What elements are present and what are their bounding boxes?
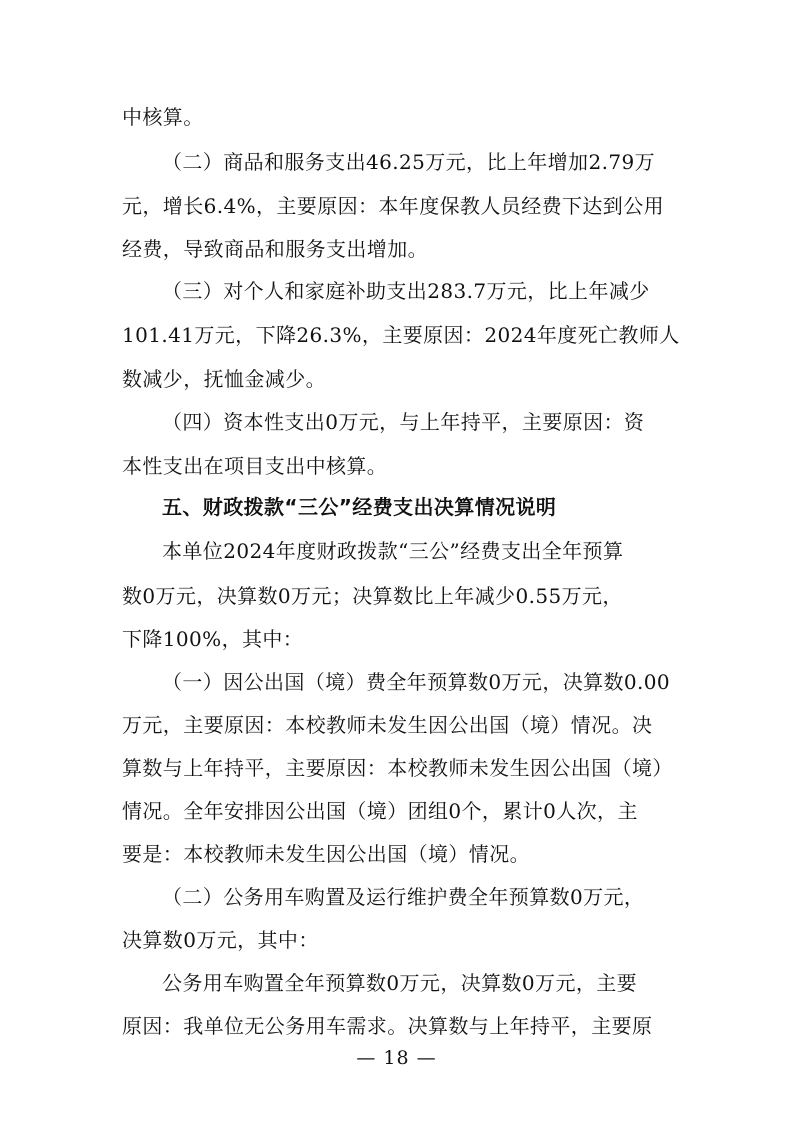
text-line-14: （一）因公出国（境）费全年预算数0万元，决算数0.00 [162,670,671,694]
text-line-5: （三）对个人和家庭补助支出283.7万元，比上年减少 [162,279,650,303]
text-line-1: 中核算。 [122,105,204,129]
text-line-11: 本单位2024年度财政拨款“三公”经费支出全年预算 [162,539,624,563]
text-line-15: 万元，主要原因：本校教师未发生因公出国（境）情况。决 [122,713,653,737]
text-line-4: 经费，导致商品和服务支出增加。 [122,237,428,261]
text-line-20: 决算数0万元，其中： [122,928,319,952]
page-number: — 18 — [356,1047,437,1069]
text-line-16: 算数与上年持平，主要原因：本校教师未发生因公出国（境） [122,756,673,780]
text-line-18: 要是：本校教师未发生因公出国（境）情况。 [122,842,530,866]
text-line-7: 数减少，抚恤金减少。 [122,367,326,391]
text-line-13: 下降100%，其中： [122,627,304,651]
text-line-22: 原因：我单位无公务用车需求。决算数与上年持平，主要原 [122,1014,653,1038]
section-heading: 五、财政拨款“三公”经费支出决算情况说明 [162,495,557,519]
text-line-6: 101.41万元，下降26.3%，主要原因：2024年度死亡教师人 [122,323,680,347]
text-line-8: （四）资本性支出0万元，与上年持平，主要原因：资 [162,410,645,434]
text-line-12: 数0万元，决算数0万元；决算数比上年减少0.55万元， [122,584,623,608]
text-line-19: （二）公务用车购置及运行维护费全年预算数0万元， [162,885,645,909]
text-line-3: 元，增长6.4%，主要原因：本年度保教人员经费下达到公用 [122,194,665,218]
text-line-9: 本性支出在项目支出中核算。 [122,454,388,478]
text-line-17: 情况。全年安排因公出国（境）团组0个，累计0人次，主 [122,799,638,823]
text-line-2: （二）商品和服务支出46.25万元，比上年增加2.79万 [162,150,655,174]
text-line-21: 公务用车购置全年预算数0万元，决算数0万元，主要 [162,971,638,995]
